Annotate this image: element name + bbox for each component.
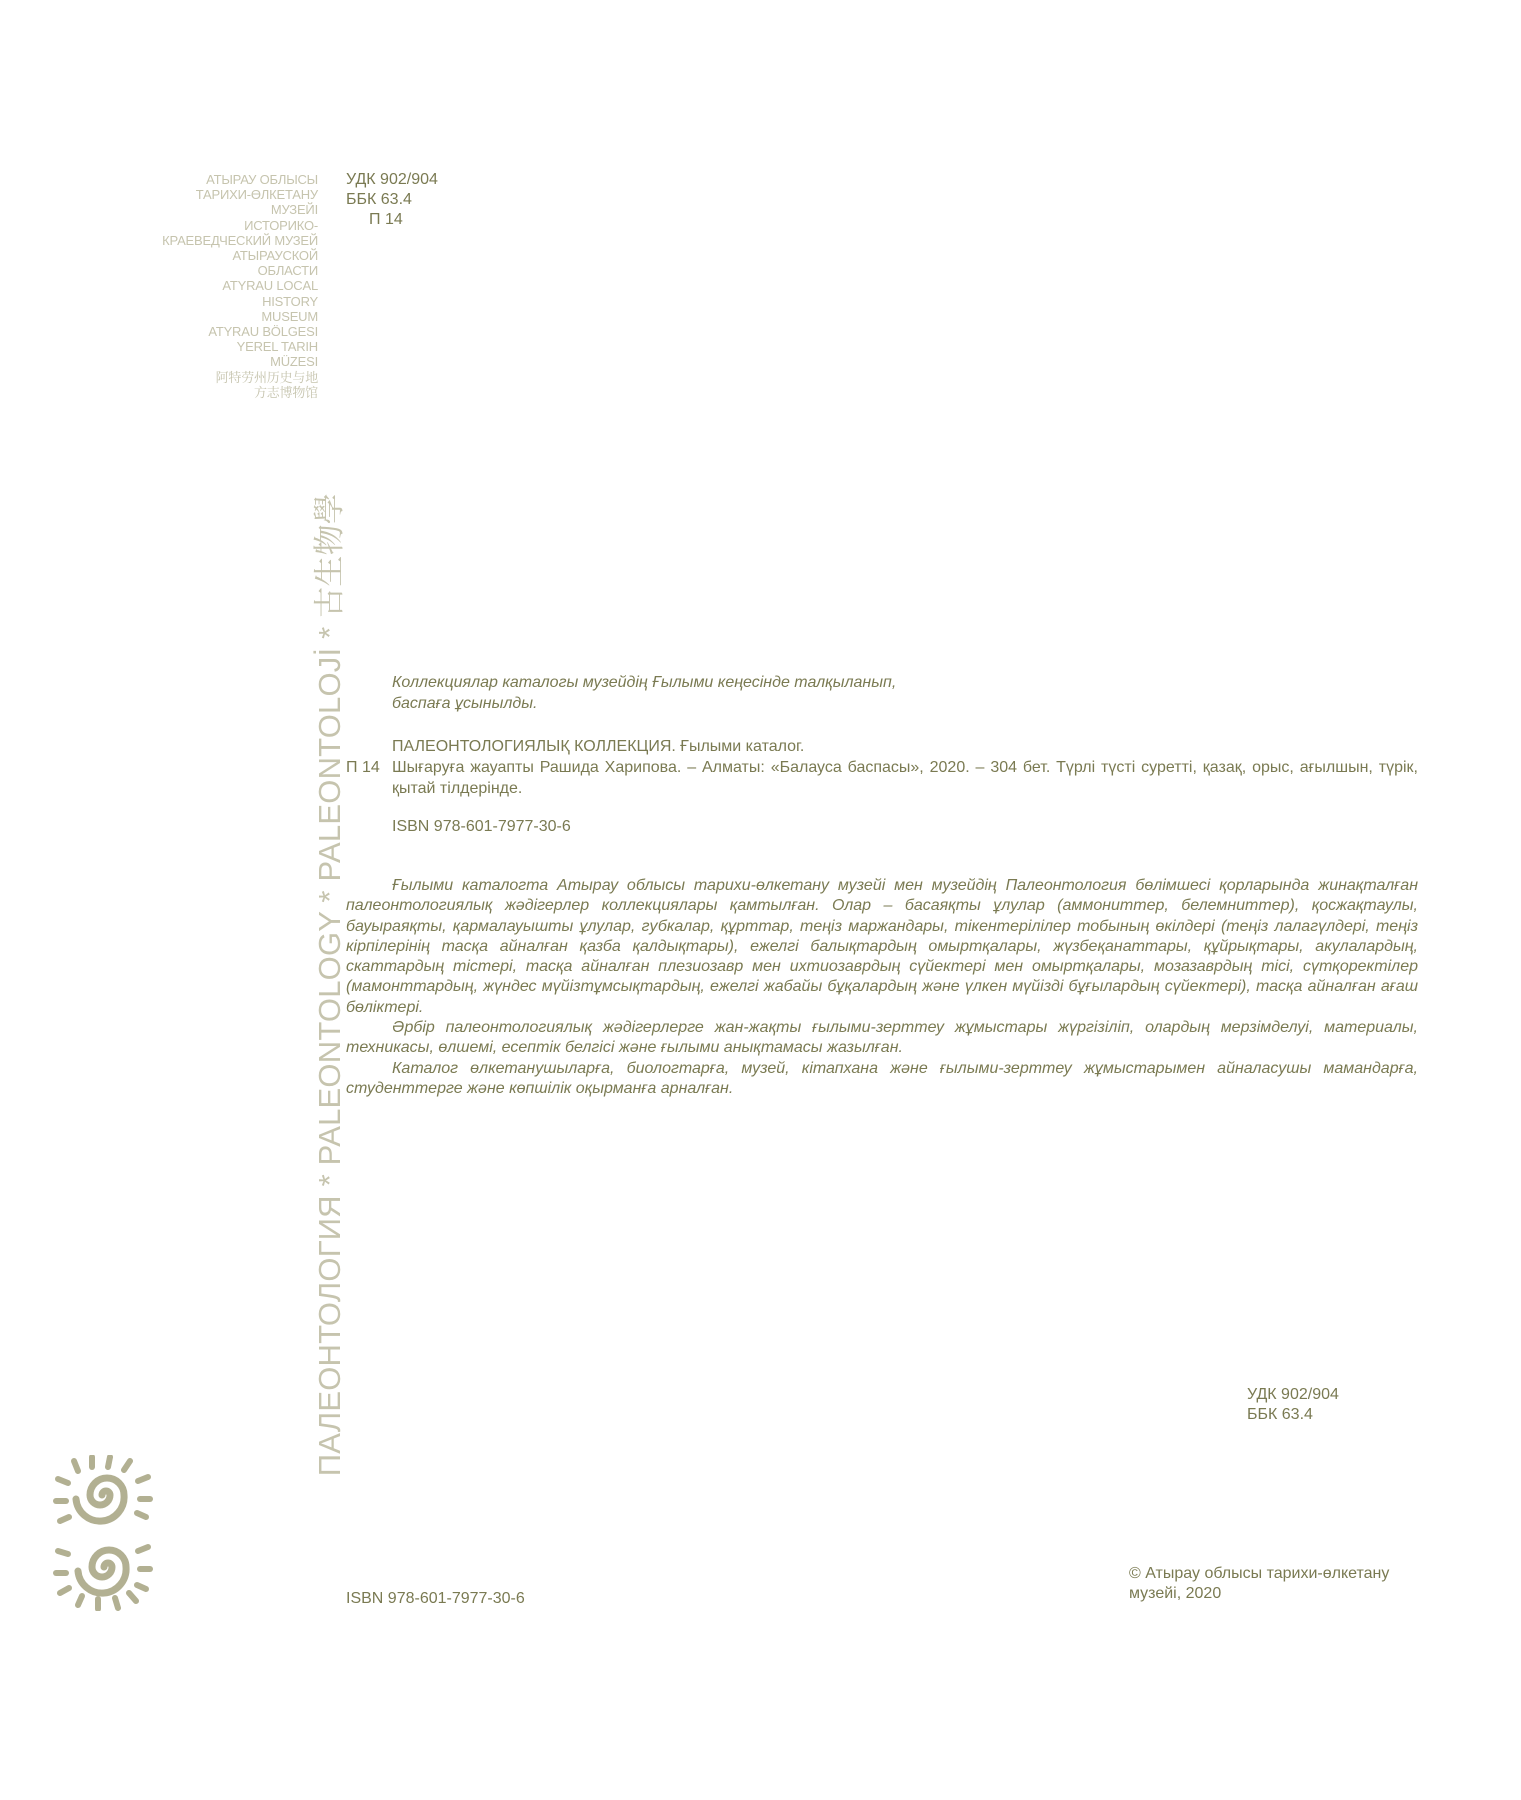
approval-note: Коллекциялар каталогы музейдің Ғылыми кеңесінде талқыланып, баспаға ұсынылды. — [392, 674, 897, 712]
museum-name-line: ИСТОРИКО- — [244, 217, 318, 233]
author-code: П 14 — [369, 211, 403, 228]
museum-name-line: HISTORY — [262, 293, 318, 309]
udk-code: УДК 902/904 — [1247, 1386, 1339, 1403]
museum-name-line: ТАРИХИ-ӨЛКЕТАНУ — [195, 187, 318, 203]
isbn: ISBN 978-601-7977-30-6 — [392, 818, 571, 835]
bbk-code: ББК 63.4 — [346, 191, 412, 208]
museum-name-line: MUSEUM — [261, 308, 318, 324]
museum-name-line: АТЫРАУ ОБЛЫСЫ — [206, 172, 318, 187]
museum-name-line: КРАЕВЕДЧЕСКИЙ МУЗЕЙ — [162, 232, 318, 248]
catalog-description: Шығаруға жауапты Рашида Харипова. – Алматы: «Балауса баспасы», 2020. – 304 бет. Түрлі түсті суретті, қазақ, орыс, ағылшын, түрік, қытай тілдерінде. — [392, 759, 1418, 797]
copyright: © Атырау облысы тарихи-өлкетану музейі, 2020 — [1129, 1565, 1390, 1602]
museum-name-line: ОБЛАСТИ — [257, 263, 318, 279]
annotation-paragraph: Ғылыми каталогта Атырау облысы тарихи-өлкетану музейі мен музейдің Палеонтология бөлімшесі қорларында жинақталған палеонтологиялық жәдігерлер коллекциялары қамтылған. Олар – басаяқты ұлулар (аммониттер, белемниттер), қосжақтаулы, бауыраяқты, қармалауышты ұлулар, губкалар, құрттар, теңіз маржандары, тікентерілілер тобының өкілдері (теңіз лалагүлдері, теңіз кірпілерінің тасқа айналған қазба қалдықтары), ежелгі балықтардың омыртқалары, жүзбеқанаттары, құйрықтары, акулалардың, скаттардың тістері, тасқа айналған плезиозавр мен ихтиозаврдың сүйектері мен омыртқалары, мозазаврдың тісі, сүтқоректілер (мамонттардың, жүндес мүйізтұмсықтардың, ежелгі жабайы бұқалардың және үлкен мүйізді бұғылардың сүйектері), тасқа айналған ағаш бөліктері. — [346, 877, 1418, 1016]
museum-name-line: 阿特劳州历史与地 — [215, 369, 318, 385]
annotation-paragraph: Каталог өлкетанушыларға, биологтарға, музей, кітапхана және ғылыми-зерттеу жұмыстарымен айналасушы мамандарға, студенттерге және көпшілік оқырманға арналған. — [346, 1059, 1418, 1097]
museum-name-line: ATYRAU LOCAL — [222, 278, 318, 294]
classification-top — [346, 170, 438, 230]
spine-title: ПАЛЕОНТОЛОГИЯ * PALEONTOLOGY * PALEONTOLOJİ * 古生物學 — [312, 493, 347, 1477]
museum-name-line: YEREL TARIH — [236, 339, 318, 355]
catalog-title: ПАЛЕОНТОЛОГИЯЛЫҚ КОЛЛЕКЦИЯ. Ғылыми каталог. — [392, 738, 805, 755]
udk-code: УДК 902/904 — [346, 171, 438, 188]
museum-name-line: ATYRAU BÖLGESI — [208, 324, 318, 340]
museum-name-line: 方志博物馆 — [253, 384, 318, 400]
annotation-paragraph: Әрбір палеонтологиялық жәдігерлерге жан-жақты ғылыми-зерттеу жұмыстары жүргізіліп, олардың мерзімделуі, материалы, техникасы, өлшемі, есептік белгісі және ғылыми анықтамасы жазылған. — [346, 1019, 1418, 1057]
classification-bottom — [1247, 1385, 1339, 1425]
museum-names — [130, 172, 318, 400]
isbn-bottom: ISBN 978-601-7977-30-6 — [346, 1590, 525, 1607]
annotation — [346, 876, 1418, 1099]
museum-name-line: МУЗЕЙІ — [270, 202, 318, 218]
catalog-author-code: П 14 — [346, 759, 380, 776]
bbk-code: ББК 63.4 — [1247, 1406, 1313, 1423]
museum-name-line: MÜZESI — [270, 354, 318, 370]
spiral-ornament-icon — [52, 1455, 154, 1611]
museum-name-line: АТЫРАУСКОЙ — [232, 248, 318, 264]
